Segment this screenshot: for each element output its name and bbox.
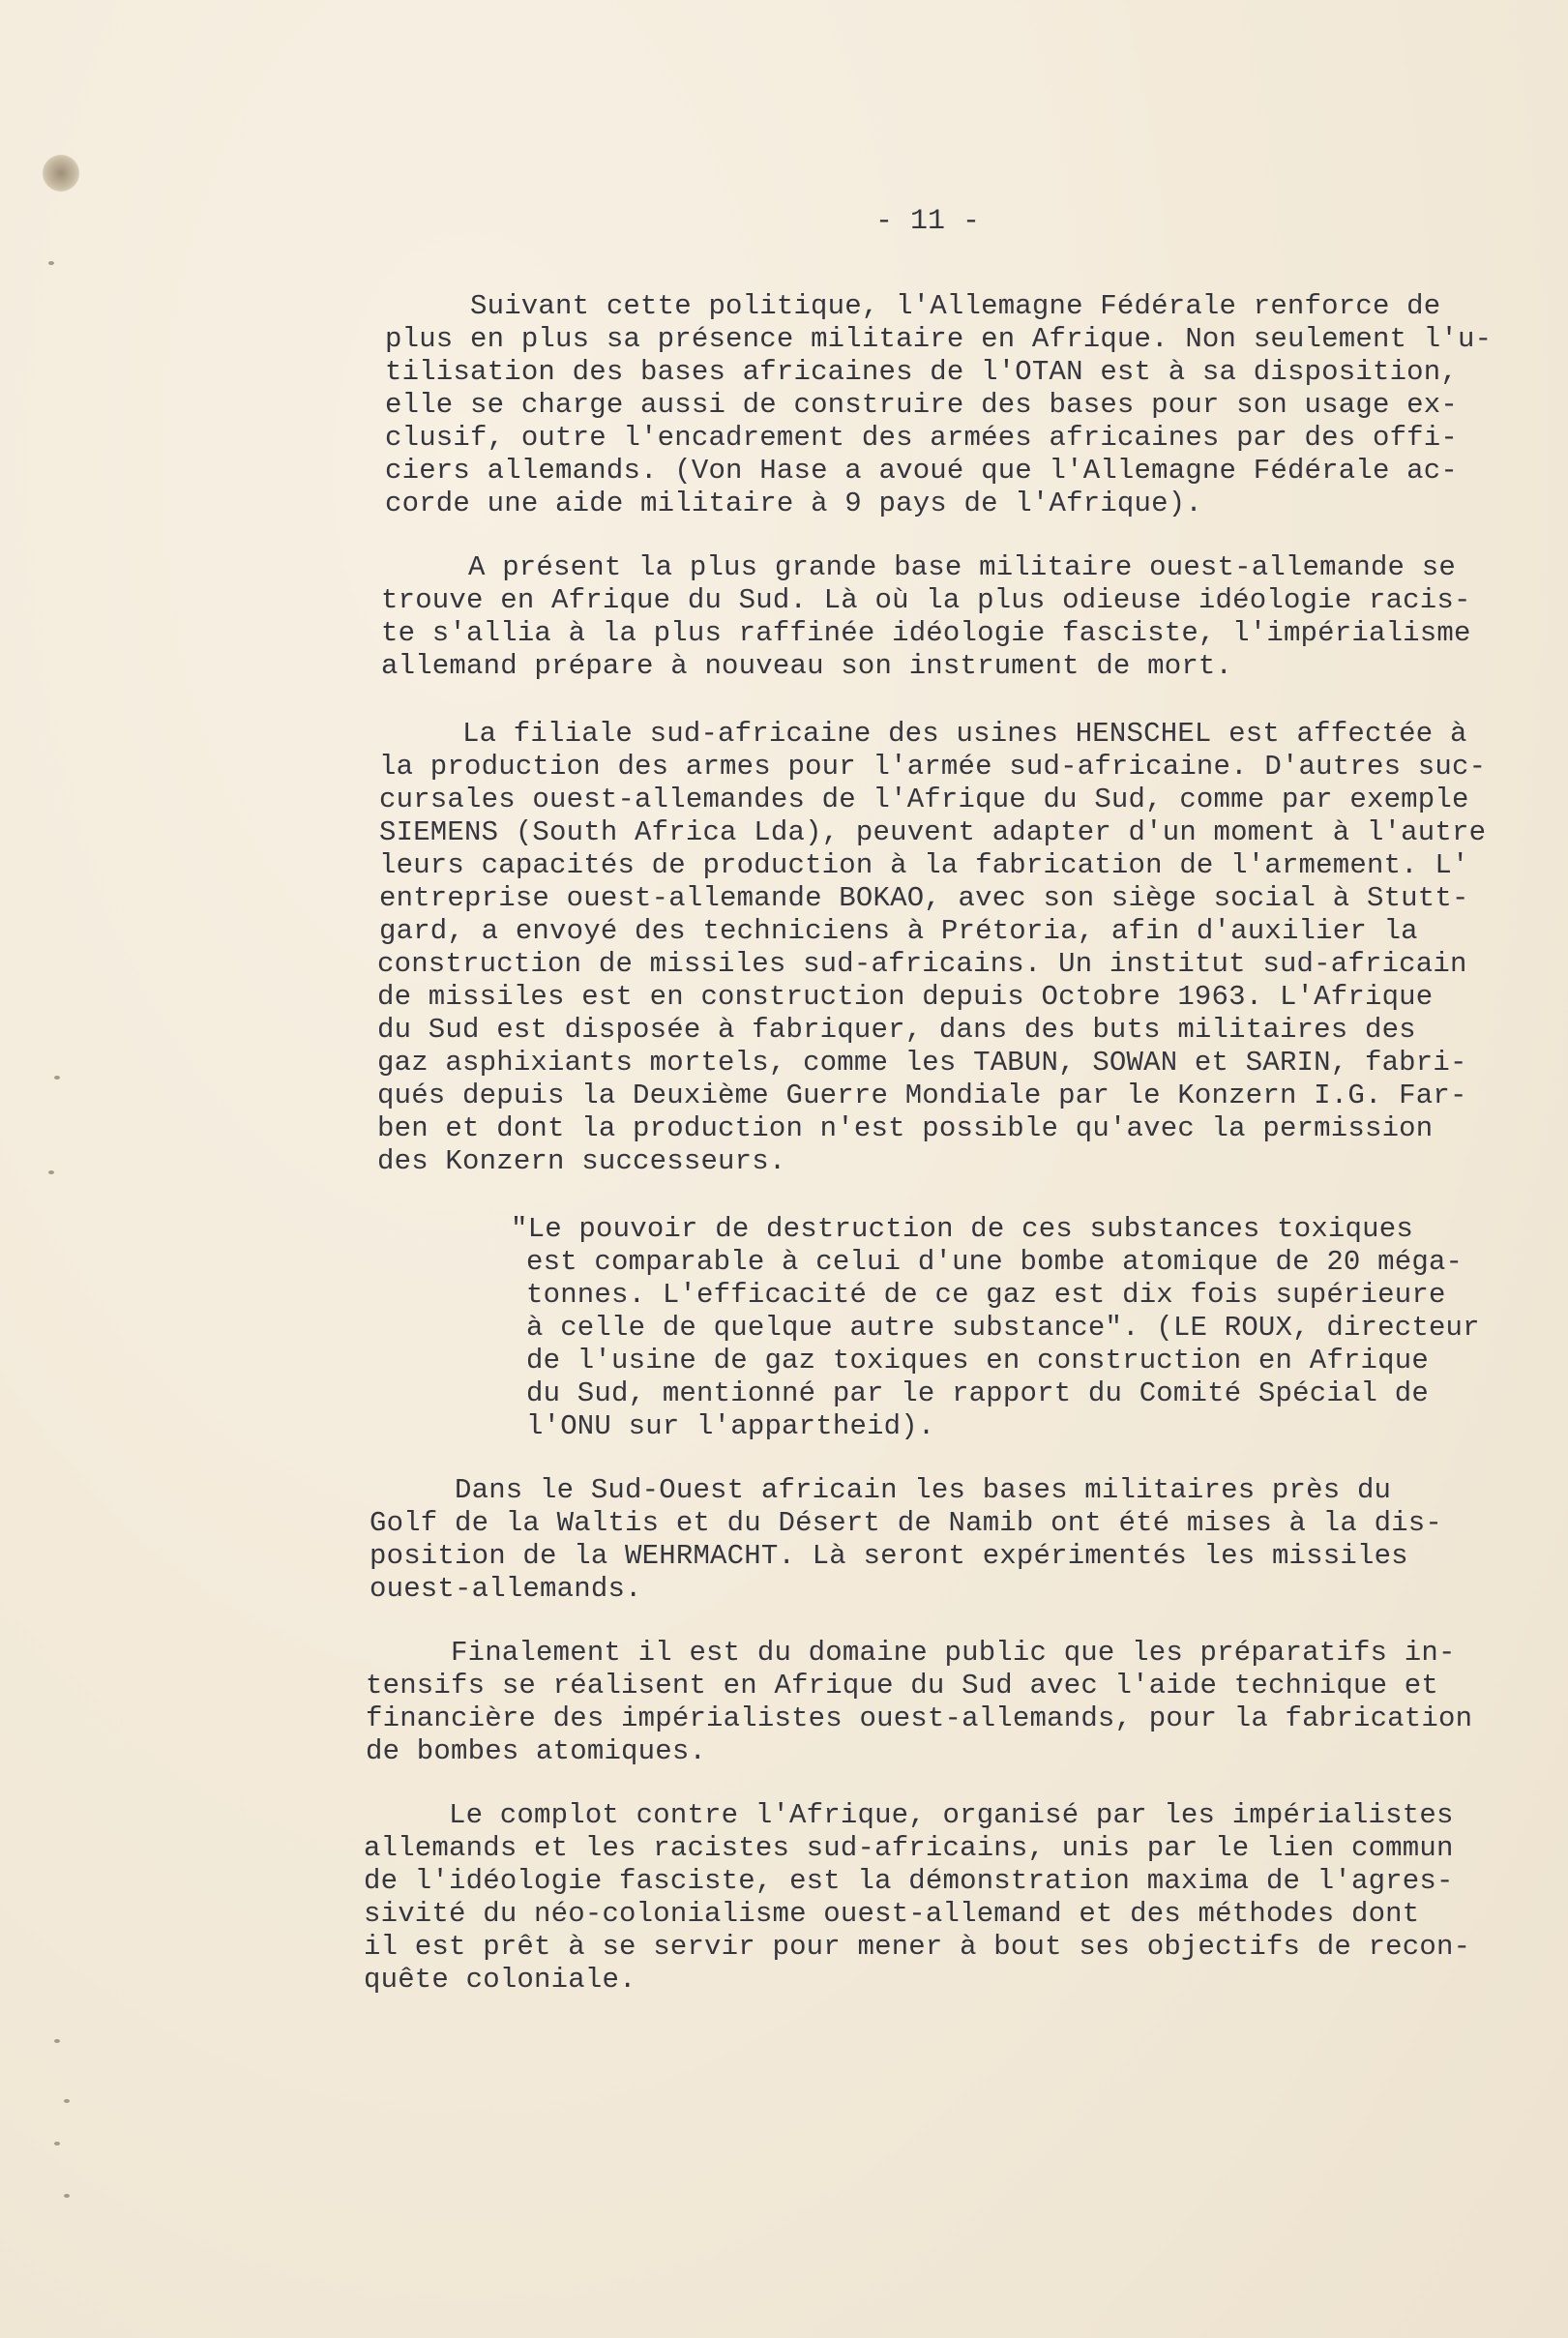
text-line: tensifs se réalisent en Afrique du Sud avec l'aide technique et <box>366 1670 1438 1702</box>
text-line: trouve en Afrique du Sud. Là où la plus odieuse idéologie racis- <box>381 584 1471 616</box>
punch-hole <box>43 155 79 192</box>
text-line: des Konzern successeurs. <box>377 1145 786 1177</box>
text-line: la production des armes pour l'armée sud-africaine. D'autres suc- <box>379 751 1487 783</box>
text-line: Le complot contre l'Afrique, organisé par les impérialistes <box>449 1799 1454 1831</box>
text-line: sivité du néo-colonialisme ouest-allemand et des méthodes dont <box>364 1898 1420 1930</box>
text-line: elle se charge aussi de construire des bases pour son usage ex- <box>385 389 1458 421</box>
text-line: La filiale sud-africaine des usines HENSCHEL est affectée à <box>462 718 1467 750</box>
text-line: tilisation des bases africaines de l'OTAN est à sa disposition, <box>385 356 1458 388</box>
text-line: gard, a envoyé des techniciens à Prétoria, afin d'auxilier la <box>379 915 1418 947</box>
text-line: allemand prépare à nouveau son instrument de mort. <box>381 650 1233 682</box>
page-number: - 11 - <box>875 205 981 238</box>
quote-line: l'ONU sur l'appartheid). <box>526 1410 935 1442</box>
text-line: construction de missiles sud-africains. Un institut sud-africain <box>377 948 1467 980</box>
text-line: de missiles est en construction depuis Octobre 1963. L'Afrique <box>377 981 1434 1013</box>
text-line: qués depuis la Deuxième Guerre Mondiale par le Konzern I.G. Far- <box>377 1080 1467 1111</box>
margin-speck <box>54 2039 60 2043</box>
text-line: quête coloniale. <box>364 1964 636 1996</box>
text-line: clusif, outre l'encadrement des armées africaines par des offi- <box>385 422 1458 454</box>
margin-speck <box>48 1170 54 1174</box>
margin-speck <box>48 261 54 265</box>
text-line: du Sud est disposée à fabriquer, dans des buts militaires des <box>377 1014 1416 1046</box>
margin-speck <box>54 2142 60 2146</box>
text-line: gaz asphixiants mortels, comme les TABUN, SOWAN et SARIN, fabri- <box>377 1047 1467 1079</box>
text-line: il est prêt à se servir pour mener à bout ses objectifs de recon- <box>364 1931 1471 1963</box>
text-line: A présent la plus grande base militaire ouest-allemande se <box>468 551 1456 583</box>
quote-line: du Sud, mentionné par le rapport du Comité Spécial de <box>526 1377 1429 1409</box>
quote-line: est comparable à celui d'une bombe atomique de 20 méga- <box>526 1246 1464 1278</box>
text-line: position de la WEHRMACHT. Là seront expérimentés les missiles <box>370 1540 1408 1572</box>
quote-line: à celle de quelque autre substance". (LE ROUX, directeur <box>526 1312 1480 1344</box>
quote-line: "Le pouvoir de destruction de ces substances toxiques <box>511 1213 1413 1245</box>
text-line: plus en plus sa présence militaire en Afrique. Non seulement l'u- <box>385 323 1493 355</box>
margin-speck <box>54 1076 60 1080</box>
text-line: Dans le Sud-Ouest africain les bases militaires près du <box>455 1474 1392 1506</box>
text-line: Finalement il est du domaine public que les préparatifs in- <box>451 1637 1456 1669</box>
text-line: ouest-allemands. <box>370 1573 642 1605</box>
text-line: de bombes atomiques. <box>366 1735 707 1767</box>
text-line: te s'allia à la plus raffinée idéologie fasciste, l'impérialisme <box>381 617 1471 649</box>
text-line: corde une aide militaire à 9 pays de l'Afrique). <box>385 488 1202 519</box>
text-line: ciers allemands. (Von Hase a avoué que l'Allemagne Fédérale ac- <box>385 455 1458 487</box>
text-line: de l'idéologie fasciste, est la démonstration maxima de l'agres- <box>364 1865 1454 1897</box>
text-line: financière des impérialistes ouest-allemands, pour la fabrication <box>366 1702 1473 1734</box>
margin-speck <box>64 2099 70 2103</box>
text-line: allemands et les racistes sud-africains, unis par le lien commun <box>364 1832 1454 1864</box>
margin-speck <box>64 2194 70 2198</box>
text-line: cursales ouest-allemandes de l'Afrique du Sud, comme par exemple <box>379 784 1469 815</box>
text-line: entreprise ouest-allemande BOKAO, avec son siège social à Stutt- <box>379 882 1469 914</box>
quote-line: tonnes. L'efficacité de ce gaz est dix fois supérieure <box>526 1279 1446 1311</box>
text-line: SIEMENS (South Africa Lda), peuvent adapter d'un moment à l'autre <box>379 816 1487 848</box>
text-line: leurs capacités de production à la fabrication de l'armement. L' <box>379 849 1469 881</box>
text-line: Suivant cette politique, l'Allemagne Fédérale renforce de <box>470 290 1441 322</box>
quote-line: de l'usine de gaz toxiques en construction en Afrique <box>526 1345 1429 1376</box>
text-line: ben et dont la production n'est possible qu'avec la permission <box>377 1112 1434 1144</box>
text-line: Golf de la Waltis et du Désert de Namib ont été mises à la dis- <box>370 1507 1442 1539</box>
